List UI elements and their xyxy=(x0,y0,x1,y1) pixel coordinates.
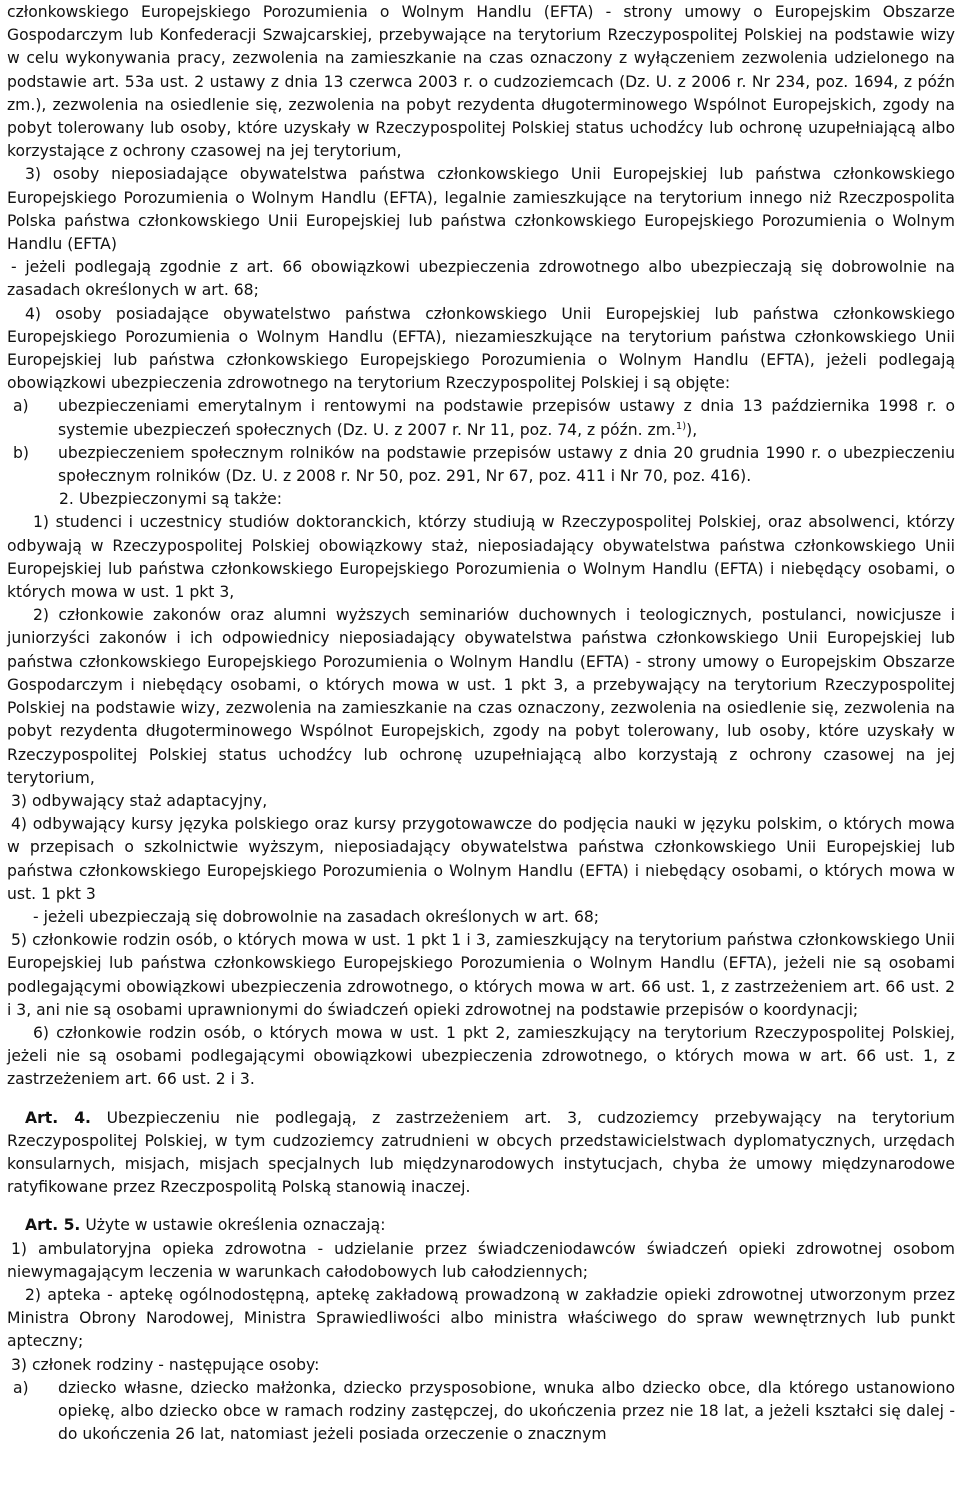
definition-1: 1) ambulatoryjna opieka zdrowotna - udzielanie przez świadczeniodawców świadczeń opieki zdrowotnej osobom niewymagającym leczenia w warunkach całodobowych lub całodziennych; xyxy=(7,1239,955,1281)
list-label: b) xyxy=(13,443,29,462)
definition-2: 2) apteka - aptekę ogólnodostępną, aptekę zakładową prowadzoną w zakładzie opieki zdrowotnej utworzonym przez Ministra Obrony Narodowej, Ministra Sprawiedliwości albo ministra właściwego do spraw wewnętrznych lub punkt apteczny; xyxy=(7,1285,955,1351)
document-page xyxy=(7,1,955,1446)
section-heading: 2. Ubezpieczonymi są także: xyxy=(59,490,283,509)
list-text: ubezpieczeniami emerytalnym i rentowymi na podstawie przepisów ustawy z dnia 13 października 1998 r. o systemie ubezpieczeń społecznych (Dz. U. z 2007 r. Nr 11, poz. 74, z późn. zm.$^{1)}$), xyxy=(58,397,955,439)
paragraph-item-4b: 4) odbywający kursy języka polskiego oraz kursy przygotowawcze do podjęcia nauki w języku polskim, o których mowa w przepisach o szkolnictwie wyższym, nieposiadający obywatelstwa państwa członkowskiego Unii Europejskiej lub państwa członkowskiego Europejskiego Porozumienia o Wolnym Handlu (EFTA) i niebędący osobami, o których mowa w ust. 1 pkt 3 xyxy=(7,815,955,903)
paragraph-item-4: 4) osoby posiadające obywatelstwo państwa członkowskiego Unii Europejskiej lub państwa członkowskiego Europejskiego Porozumienia o Wolnym Handlu (EFTA), niezamieszkujące na terytorium państwa członkowskiego Unii Europejskiej lub państwa członkowskiego Europejskiego Porozumienia o Wolnym Handlu (EFTA), jeżeli podlegają obowiązkowi ubezpieczenia zdrowotnego na terytorium Rzeczypospolitej Polskiej i są objęte: xyxy=(7,304,955,393)
paragraph-item-5: 5) członkowie rodzin osób, o których mowa w ust. 1 pkt 1 i 3, zamieszkujący na terytorium państwa członkowskiego Unii Europejskiej lub państwa członkowskiego Europejskiego Porozumienia o Wolnym Handlu (EFTA), jeżeli nie są osobami podlegającymi obowiązkowi ubezpieczenia zdrowotnego, o których mowa w art. 66 ust. 1, z zastrzeżeniem art. 66 ust. 2 i 3, ani nie są osobami uprawnionymi do świadczeń opieki zdrowotnej na podstawie przepisów o koordynacji; xyxy=(7,931,955,1019)
list-text: ubezpieczeniem społecznym rolników na podstawie przepisów ustawy z dnia 20 grudnia 1990 r. o ubezpieczeniu społecznym rolników (Dz. U. z 2008 r. Nr 50, poz. 291, Nr 67, poz. 411 i Nr 70, poz. 416). xyxy=(58,443,955,486)
list-item-3a xyxy=(7,1377,955,1447)
paragraph-condition: - jeżeli podlegają zgodnie z art. 66 obowiązkowi ubezpieczenia zdrowotnego albo ubezpieczają się dobrowolnie na zasadach określonych w art. 68; xyxy=(7,258,955,300)
article-label: Art. 5. xyxy=(25,1216,81,1235)
paragraph: członkowskiego Europejskiego Porozumienia o Wolnym Handlu (EFTA) - strony umowy o Europejskim Obszarze Gospodarczym lub Konfederacji Szwajcarskiej, przebywające na terytorium Rzeczypospolitej Polskiej na podstawie wizy w celu wykonywania pracy, zezwolenia na zamieszkanie na czas oznaczony z wyłączeniem zezwolenia udzielonego na podstawie art. 53a ust. 2 ustawy z dnia 13 czerwca 2003 r. o cudzoziemcach (Dz. U. z 2006 r. Nr 234, poz. 1694, z późn zm.), zezwolenia na osiedlenie się, zezwolenia na pobyt rezydenta długoterminowego Wspólnot Europejskich, zgody na pobyt tolerowany lub osoby, które uzyskały w Rzeczypospolitej Polskiej status uchodźcy lub ochronę uzupełniającą albo korzystające z ochrony czasowej na jej terytorium, xyxy=(7,3,955,161)
article-text: Użyte w ustawie określenia oznaczają: xyxy=(85,1216,386,1235)
paragraph-item-2: 2) członkowie zakonów oraz alumni wyższych seminariów duchownych i teologicznych, postulanci, nowicjusze i juniorzyści zakonów i ich odpowiednicy nieposiadający obywatelstwa państwa członkowskiego Unii Europejskiej lub państwa członkowskiego Europejskiego Porozumienia o Wolnym Handlu (EFTA) - strony umowy o Europejskim Obszarze Gospodarczym i niebędący osobami, o których mowa w ust. 1 pkt 3, a przebywający na terytorium Rzeczypospolitej Polskiej na podstawie wizy, zezwolenia na zamieszkanie na czas oznaczony, zezwolenia na osiedlenie się, zezwolenia na pobyt rezydenta długoterminowego Wspólnot Europejskich, zgody na pobyt tolerowany, lub osoby, które uzyskały w Rzeczypospolitej Polskiej status uchodźcy lub ochronę uzupełniającą albo korzystają z ochrony czasowej na jej terytorium, xyxy=(7,606,955,787)
paragraph-condition-b: - jeżeli ubezpieczają się dobrowolnie na zasadach określonych w art. 68; xyxy=(33,907,600,926)
list-label: a) xyxy=(13,397,29,416)
article-label: Art. 4. xyxy=(25,1108,91,1127)
list-text: dziecko własne, dziecko małżonka, dziecko przysposobione, wnuka albo dziecko obce, dla którego ustanowiono opiekę, albo dziecko obce w ramach rodziny zastępczej, do ukończenia przez nie 18 lat, a jeżeli kształci się dalej - do ukończenia 26 lat, natomiast jeżeli posiada orzeczenie o znacznym xyxy=(58,1378,955,1444)
paragraph-item-1: 1) studenci i uczestnicy studiów doktoranckich, którzy studiują w Rzeczypospolitej Polskiej, oraz absolwenci, którzy odbywają w Rzeczypospolitej Polskiej obowiązkowy staż, nieposiadający obywatelstwa państwa członkowskiego Unii Europejskiej lub państwa członkowskiego Europejskiego Porozumienia o Wolnym Handlu (EFTA) i niebędący osobami, o których mowa w ust. 1 pkt 3, xyxy=(7,513,955,602)
article-4 xyxy=(7,1107,955,1200)
paragraph-item-3: 3) osoby nieposiadające obywatelstwa państwa członkowskiego Unii Europejskiej lub państwa członkowskiego Europejskiego Porozumienia o Wolnym Handlu (EFTA), legalnie zamieszkujące na terytorium innego niż Rzeczpospolita Polska państwa członkowskiego Unii Europejskiej lub państwa członkowskiego Europejskiego Porozumienia o Wolnym Handlu (EFTA) xyxy=(7,165,955,254)
paragraph-item-6: 6) członkowie rodzin osób, o których mowa w ust. 1 pkt 2, zamieszkujący na terytorium Rzeczypospolitej Polskiej, jeżeli nie są osobami podlegającymi obowiązkowi ubezpieczenia zdrowotnego, o których mowa w art. 66 ust. 1, z zastrzeżeniem art. 66 ust. 2 i 3. xyxy=(7,1023,955,1089)
list-label: a) xyxy=(13,1378,29,1397)
article-text: Ubezpieczeniu nie podlegają, z zastrzeżeniem art. 3, cudzoziemcy przebywający na terytorium Rzeczypospolitej Polskiej, w tym cudzoziemcy zatrudnieni w obcych przedstawicielstwach dyplomatycznych, urzędach konsularnych, misjach, misjach specjalnych lub międzynarodowych instytucjach, chyba że umowy międzynarodowe ratyfikowane przez Rzeczpospolitą Polską stanowią inaczej. xyxy=(7,1108,955,1197)
paragraph-item-3b: 3) odbywający staż adaptacyjny, xyxy=(11,791,268,810)
footnote-ref: 1) xyxy=(675,420,687,432)
definition-3: 3) członek rodziny - następujące osoby: xyxy=(11,1355,320,1374)
list-item-b xyxy=(7,442,955,488)
list-item-a xyxy=(7,395,955,441)
article-5 xyxy=(7,1214,955,1237)
